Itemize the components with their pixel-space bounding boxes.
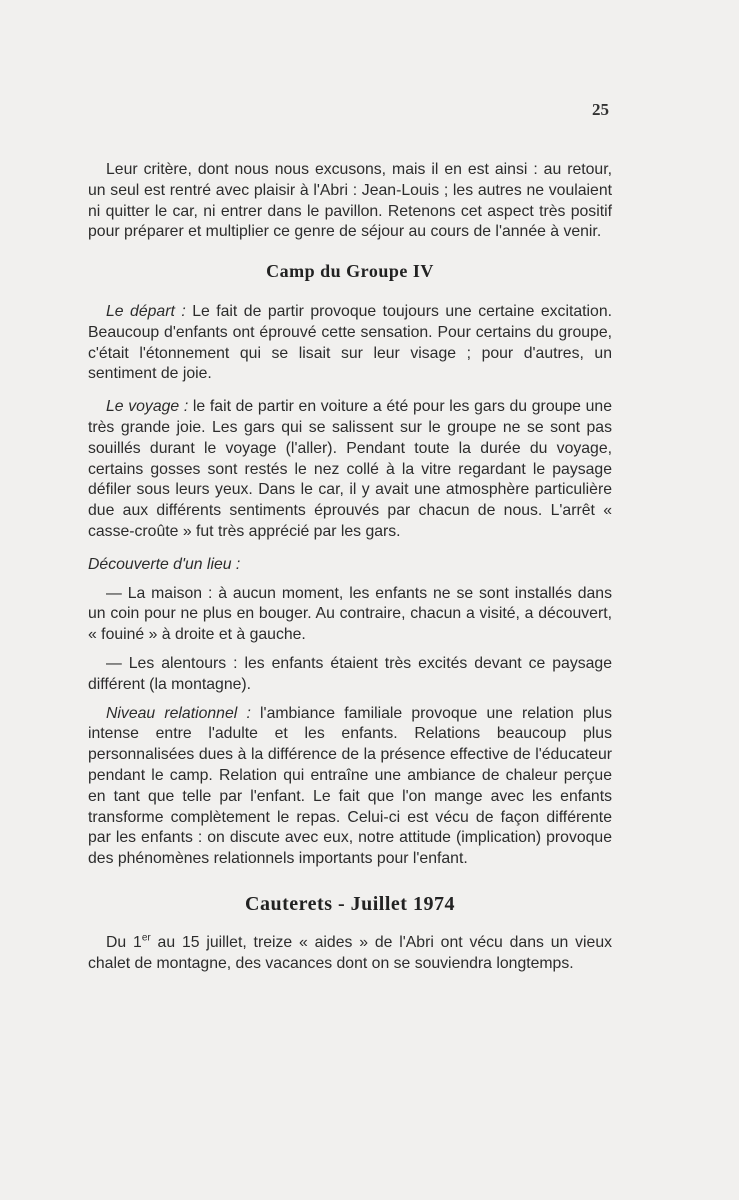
paragraph-depart (88, 302, 612, 385)
page-number: 25 (592, 100, 609, 119)
text-depart: Le fait de partir provoque toujours une certaine excitation. Beaucoup d'enfants ont éprouvé cette sensation. Pour certains du groupe, c'était l'étonnement qui se lisait sur leur visage ; pour d'autres, un sentiment de joie. (88, 302, 612, 383)
text-cauterets-rest: au 15 juillet, treize « aides » de l'Abri ont vécu dans un vieux chalet de montagne, des vacances dont on se souviendra longtemps. (88, 933, 612, 972)
paragraph-alentours: — Les alentours : les enfants étaient très excités devant ce paysage différent (la montagne). (88, 654, 612, 693)
paragraph-relationnel (88, 704, 612, 870)
page-body (88, 160, 612, 986)
section-heading-camp: Camp du Groupe IV (266, 261, 434, 282)
superscript-er: er (141, 932, 151, 944)
paragraph-decouverte (88, 555, 612, 576)
text-relationnel: l'ambiance familiale provoque une relation plus intense entre l'adulte et les enfants. Relations beaucoup plus personnalisées dues à la différence de la présence effective de l'éducateur pendant le camp. Relation qui entraîne une ambiance de chaleur perçue en tant que telle par l'enfant. Le fait que l'on mange avec les enfants transforme complètement le repas. Celui-ci est vécu de façon différente par les enfants : on discute avec eux, notre attitude (implication) provoque des phénomènes relationnels importants pour l'enfant. (88, 704, 612, 868)
section-heading-cauterets: Cauterets - Juillet 1974 (245, 892, 455, 915)
paragraph-intro: Leur critère, dont nous nous excusons, mais il en est ainsi : au retour, un seul est rentré avec plaisir à l'Abri : Jean-Louis ; les autres ne voulaient ni quitter le car, ni entrer dans le pavillon. Retenons cet aspect très positif pour préparer et multiplier ce genre de séjour au cours de l'année à venir. (88, 161, 612, 241)
label-depart: Le départ : (106, 302, 186, 320)
paragraph-maison: — La maison : à aucun moment, les enfants ne se sont installés dans un coin pour ne plus en bouger. Au contraire, chacun a visité, a découvert, « fouiné » à droite et à gauche. (88, 584, 612, 644)
paragraph-cauterets (88, 933, 612, 975)
paragraph-voyage (88, 397, 612, 543)
text-voyage: le fait de partir en voiture a été pour les gars du groupe une très grande joie. Les gars qui se salissent sur le groupe ne se sont pas souillés durant le voyage (l'aller). Pendant toute la durée du voyage, certains gosses sont restés le nez collé à la vitre regardant le paysage défiler sous leurs yeux. Dans le car, il y avait une atmosphère particulière due aux différents sentiments éprouvés par chacun de nous. L'arrêt « casse-croûte » fut très apprécié par les gars. (88, 398, 612, 540)
label-relationnel: Niveau relationnel : (106, 704, 251, 722)
label-voyage: Le voyage : (106, 398, 189, 416)
label-decouverte: Découverte d'un lieu : (88, 555, 241, 573)
text-cauterets-start: Du 1 (106, 933, 142, 951)
